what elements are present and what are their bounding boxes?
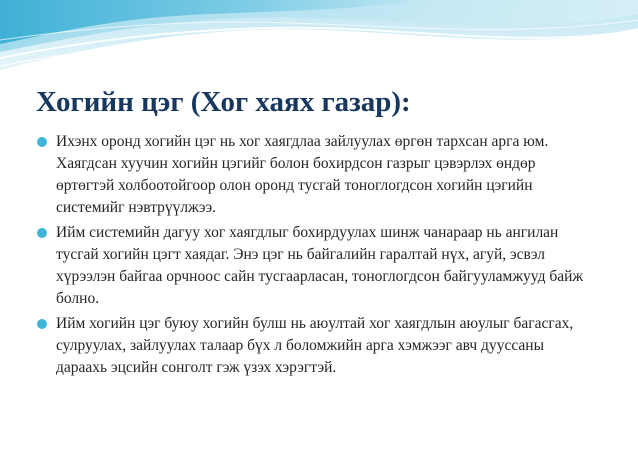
bullet-text: Ийм хогийн цэг буюу хогийн булш нь аюултай хог хаягдлын аюулыг багасгах, сулруулах, зайлуулах талаар бүх л боломжийн арга хэмжээг авч дууссаны дараахь эцсийн сонголт гэж үзэх хэрэгтэй. [56,315,574,376]
list-item [36,131,596,219]
bullet-icon [37,137,47,147]
bullet-text: Ихэнх оронд хогийн цэг нь хог хаягдлаа зайлуулах өргөн тархсан арга юм. Хаягдсан хуучин хогийн цэгийг болон бохирдсон газрыг цэвэрлэх өндөр өртөгтэй холбоотойгоор олон оронд тусгай тоноглогдсон хогийн цэгийн системийг нэвтрүүлжээ. [56,133,549,216]
list-item [36,222,596,310]
bullet-icon [37,228,47,238]
bullet-icon [37,319,47,329]
slide-title: Хогийн цэг (Хог хаях газар): [36,86,411,118]
bullet-text: Ийм системийн дагуу хог хаягдлыг бохирдуулах шинж чанараар нь ангилан тусгай хогийн цэгт хаядаг. Энэ цэг нь байгалийн гаралтай нүх, агуй, эсвэл хүрээлэн байгаа орчноос сайн тусгаарласан, тоноглогдсон байгууламжууд байж болно. [56,224,584,307]
bullet-list [36,131,596,382]
wave-header-decoration [0,0,638,80]
list-item [36,313,596,379]
